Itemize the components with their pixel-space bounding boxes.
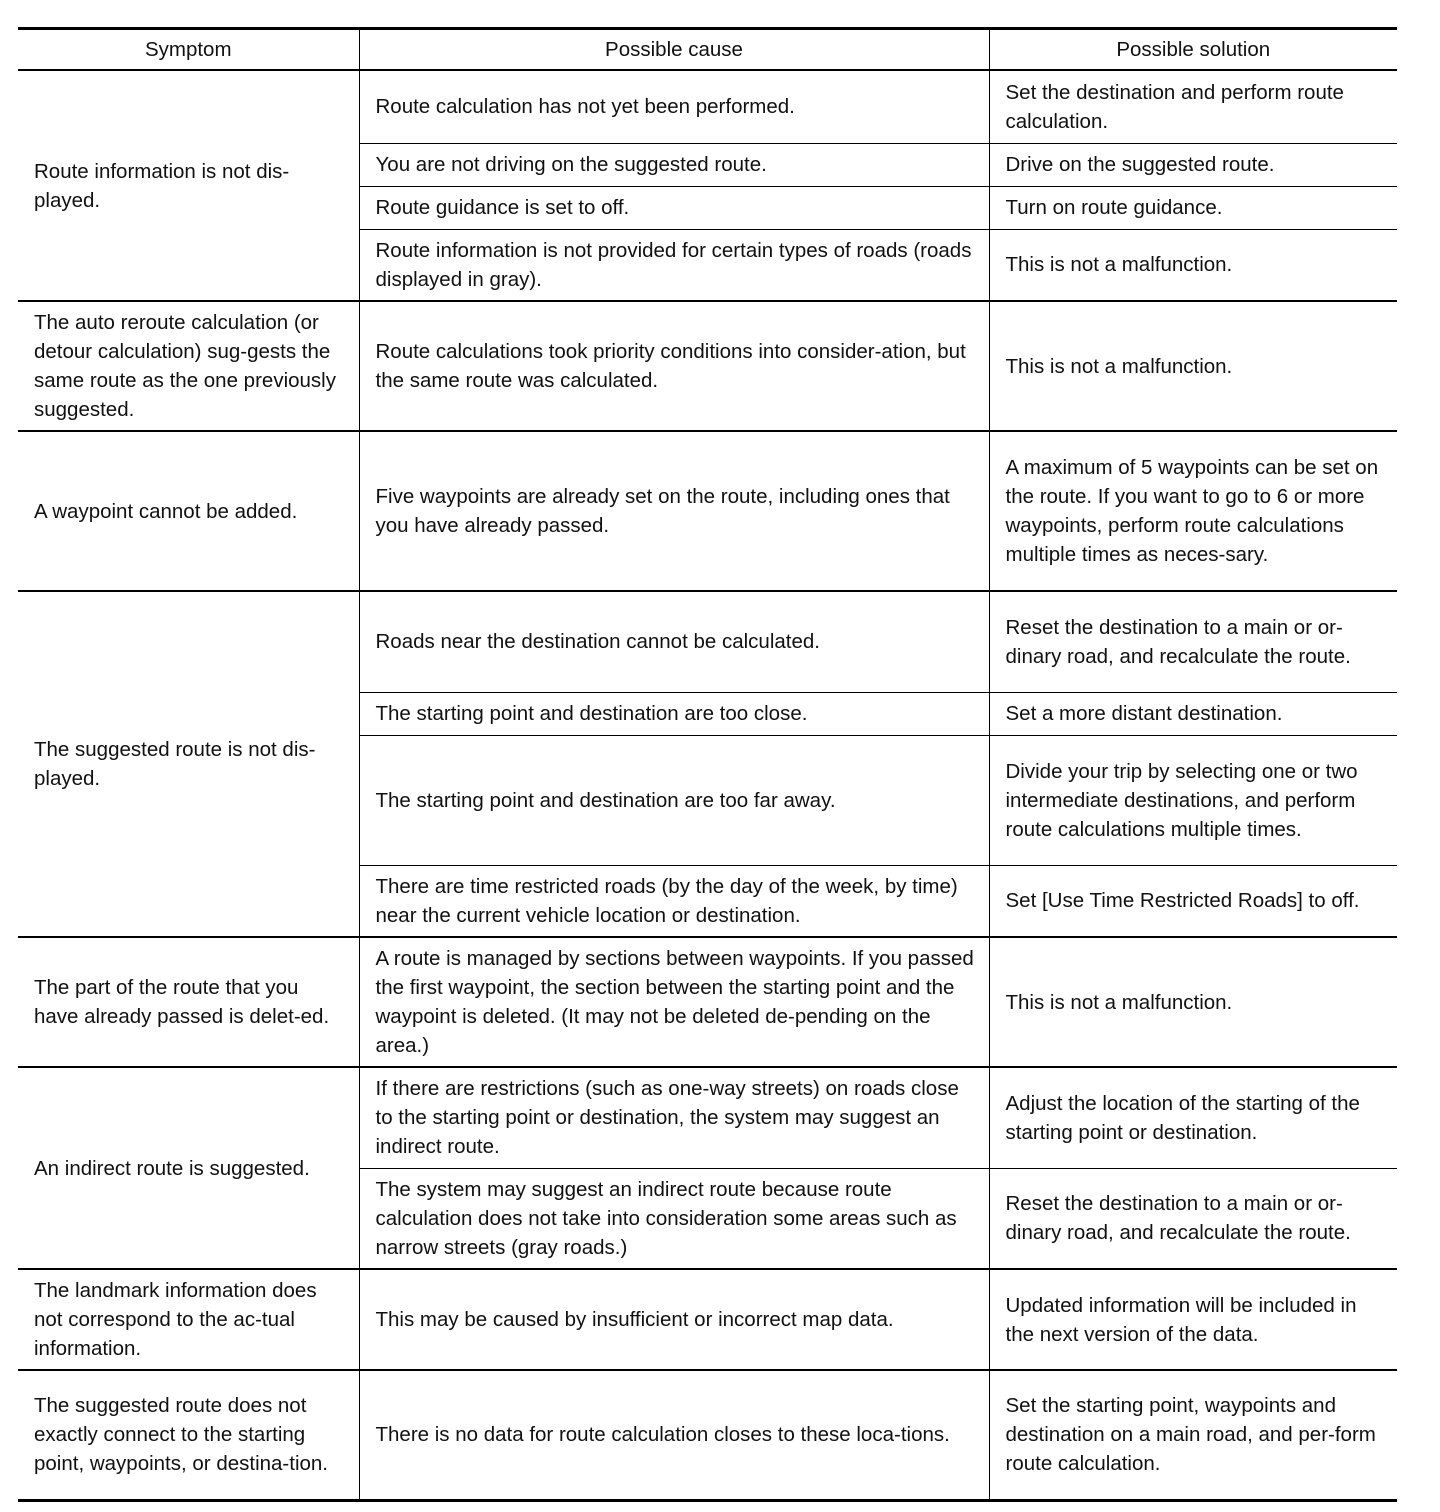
table-row [18, 431, 1397, 591]
symptom-cell: Route information is not dis-played. [18, 70, 359, 301]
cause-cell: Roads near the destination cannot be calculated. [359, 591, 989, 692]
symptom-cell: A waypoint cannot be added. [18, 431, 359, 591]
symptom-cell: The auto reroute calculation (or detour calculation) sug-gests the same route as the one previously suggested. [18, 301, 359, 431]
header-possible-solution: Possible solution [989, 29, 1397, 71]
solution-cell: A maximum of 5 waypoints can be set on the route. If you want to go to 6 or more waypoints, perform route calculations multiple times as neces-sary. [989, 431, 1397, 591]
cause-cell: Route calculations took priority conditions into consider-ation, but the same route was calculated. [359, 301, 989, 431]
solution-cell: Set a more distant destination. [989, 692, 1397, 735]
cause-cell: The starting point and destination are too far away. [359, 735, 989, 865]
table-row [18, 70, 1397, 143]
cause-cell: The starting point and destination are too close. [359, 692, 989, 735]
solution-cell: Set the starting point, waypoints and destination on a main road, and per-form route calculation. [989, 1370, 1397, 1500]
symptom-cell: The suggested route does not exactly connect to the starting point, waypoints, or destina-tion. [18, 1370, 359, 1500]
solution-cell: Turn on route guidance. [989, 186, 1397, 229]
solution-cell: Drive on the suggested route. [989, 143, 1397, 186]
cause-cell: There are time restricted roads (by the day of the week, by time) near the current vehicle location or destination. [359, 865, 989, 937]
solution-cell: Set [Use Time Restricted Roads] to off. [989, 865, 1397, 937]
table-row [18, 1370, 1397, 1500]
troubleshooting-table [18, 27, 1397, 1502]
table-row [18, 1269, 1397, 1370]
solution-cell: Updated information will be included in the next version of the data. [989, 1269, 1397, 1370]
table-row [18, 937, 1397, 1067]
symptom-cell: The suggested route is not dis-played. [18, 591, 359, 937]
cause-cell: A route is managed by sections between waypoints. If you passed the first waypoint, the section between the starting point and the waypoint is deleted. (It may not be deleted de-pending on the area.) [359, 937, 989, 1067]
cause-cell: There is no data for route calculation closes to these loca-tions. [359, 1370, 989, 1500]
solution-cell: Divide your trip by selecting one or two intermediate destinations, and perform route calculations multiple times. [989, 735, 1397, 865]
table-row [18, 591, 1397, 692]
solution-cell: Reset the destination to a main or or-dinary road, and recalculate the route. [989, 591, 1397, 692]
symptom-cell: The landmark information does not correspond to the ac-tual information. [18, 1269, 359, 1370]
cause-cell: Five waypoints are already set on the route, including ones that you have already passed. [359, 431, 989, 591]
header-possible-cause: Possible cause [359, 29, 989, 71]
cause-cell: You are not driving on the suggested route. [359, 143, 989, 186]
solution-cell: This is not a malfunction. [989, 229, 1397, 301]
cause-cell: Route guidance is set to off. [359, 186, 989, 229]
table-row [18, 1067, 1397, 1168]
cause-cell: This may be caused by insufficient or incorrect map data. [359, 1269, 989, 1370]
symptom-cell: An indirect route is suggested. [18, 1067, 359, 1269]
solution-cell: This is not a malfunction. [989, 937, 1397, 1067]
table-row [18, 301, 1397, 431]
solution-cell: Set the destination and perform route calculation. [989, 70, 1397, 143]
solution-cell: This is not a malfunction. [989, 301, 1397, 431]
cause-cell: The system may suggest an indirect route because route calculation does not take into consideration some areas such as narrow streets (gray roads.) [359, 1168, 989, 1269]
cause-cell: Route information is not provided for certain types of roads (roads displayed in gray). [359, 229, 989, 301]
cause-cell: If there are restrictions (such as one-way streets) on roads close to the starting point or destination, the system may suggest an indirect route. [359, 1067, 989, 1168]
solution-cell: Adjust the location of the starting of the starting point or destination. [989, 1067, 1397, 1168]
symptom-cell: The part of the route that you have already passed is delet-ed. [18, 937, 359, 1067]
header-row [18, 29, 1397, 71]
cause-cell: Route calculation has not yet been performed. [359, 70, 989, 143]
solution-cell: Reset the destination to a main or or-dinary road, and recalculate the route. [989, 1168, 1397, 1269]
header-symptom: Symptom [18, 29, 359, 71]
